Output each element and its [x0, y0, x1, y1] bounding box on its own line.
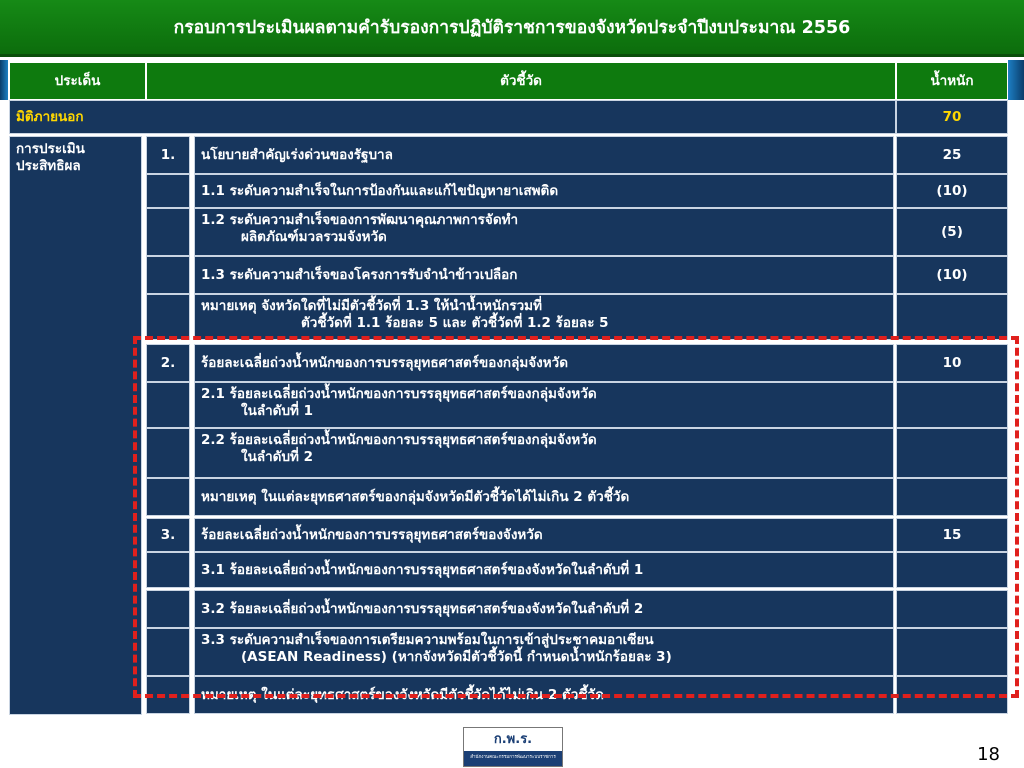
section-label: มิติภายนอก [9, 100, 896, 134]
row-number: 1. [146, 136, 190, 174]
indicator-text [194, 208, 894, 256]
row-number [146, 294, 190, 340]
header-indicator: ตัวชี้วัด [146, 62, 896, 100]
indicator-line-2: ผลิตภัณฑ์มวลรวมจังหวัด [241, 229, 387, 245]
row-number [146, 174, 190, 208]
right-accent-decoration [1008, 60, 1024, 100]
row-number [146, 208, 190, 256]
indicator-line-1: 2.2 ร้อยละเฉลี่ยถ่วงน้ำหนักของการบรรลุยุทธศาสตร์ของกลุ่มจังหวัด [201, 432, 597, 448]
indicator-text [194, 294, 894, 340]
indicator-line-2: (ASEAN Readiness) (หากจังหวัดมีตัวชี้วัดนี้ กำหนดน้ำหนักร้อยละ 3) [241, 649, 672, 665]
row-number [146, 256, 190, 294]
indicator-text: 3.1 ร้อยละเฉลี่ยถ่วงน้ำหนักของการบรรลุยุทธศาสตร์ของจังหวัดในลำดับที่ 1 [194, 552, 894, 588]
indicator-text: หมายเหตุ ในแต่ละยุทธศาสตร์ของกลุ่มจังหวัดมีตัวชี้วัดได้ไม่เกิน 2 ตัวชี้วัด [194, 478, 894, 516]
row-number: 3. [146, 518, 190, 552]
title-bar [0, 0, 1024, 57]
logo-text: ก.พ.ร. [464, 728, 562, 751]
indicator-line-1: หมายเหตุ จังหวัดใดที่ไม่มีตัวชี้วัดที่ 1.3 ให้นำน้ำหนักรวมที่ [201, 298, 542, 314]
indicator-line-2: ในลำดับที่ 2 [241, 449, 314, 465]
slide-title: กรอบการประเมินผลตามคำรับรองการปฏิบัติราชการของจังหวัดประจำปีงบประมาณ 2556 [173, 18, 851, 38]
indicator-text: ร้อยละเฉลี่ยถ่วงน้ำหนักของการบรรลุยุทธศาสตร์ของจังหวัด [194, 518, 894, 552]
weight-value: 15 [896, 518, 1008, 552]
weight-value: 25 [896, 136, 1008, 174]
page-number: 18 [977, 744, 1000, 765]
indicator-text: หมายเหตุ ในแต่ละยุทธศาสตร์ของจังหวัดมีตัวชี้วัดได้ไม่เกิน 2 ตัวชี้วัด [194, 676, 894, 714]
left-accent-decoration [0, 60, 8, 100]
indicator-text: 1.3 ระดับความสำเร็จของโครงการรับจำนำข้าวเปลือก [194, 256, 894, 294]
weight-value [896, 294, 1008, 340]
indicator-text: นโยบายสำคัญเร่งด่วนของรัฐบาล [194, 136, 894, 174]
weight-value: 10 [896, 344, 1008, 382]
logo-subtext: สำนักงานคณะกรรมการพัฒนาระบบราชการ [470, 755, 556, 760]
indicator-text: 3.2 ร้อยละเฉลี่ยถ่วงน้ำหนักของการบรรลุยุทธศาสตร์ของจังหวัดในลำดับที่ 2 [194, 590, 894, 628]
indicator-text: 1.1 ระดับความสำเร็จในการป้องกันและแก้ไขปัญหายาเสพติด [194, 174, 894, 208]
indicator-line-2: ในลำดับที่ 1 [241, 403, 314, 419]
indicator-line-2: ตัวชี้วัดที่ 1.1 ร้อยละ 5 และ ตัวชี้วัดที่ 1.2 ร้อยละ 5 [301, 315, 609, 331]
weight-value: (5) [896, 208, 1008, 256]
highlight-frame [133, 336, 1019, 698]
ocsc-logo [463, 727, 563, 767]
row-number: 2. [146, 344, 190, 382]
header-issue: ประเด็น [9, 62, 146, 100]
indicator-text: ร้อยละเฉลี่ยถ่วงน้ำหนักของการบรรลุยุทธศาสตร์ของกลุ่มจังหวัด [194, 344, 894, 382]
header-weight: น้ำหนัก [896, 62, 1008, 100]
weight-value: (10) [896, 174, 1008, 208]
issue-label: การประเมิน ประสิทธิผล [9, 136, 142, 715]
indicator-line-1: 3.3 ระดับความสำเร็จของการเตรียมความพร้อมในการเข้าสู่ประชาคมอาเซียน [201, 632, 654, 648]
weight-value: (10) [896, 256, 1008, 294]
indicator-line-1: 1.2 ระดับความสำเร็จของการพัฒนาคุณภาพการจัดทำ [201, 212, 519, 228]
section-weight: 70 [896, 100, 1008, 134]
indicator-line-1: 2.1 ร้อยละเฉลี่ยถ่วงน้ำหนักของการบรรลุยุทธศาสตร์ของกลุ่มจังหวัด [201, 386, 597, 402]
